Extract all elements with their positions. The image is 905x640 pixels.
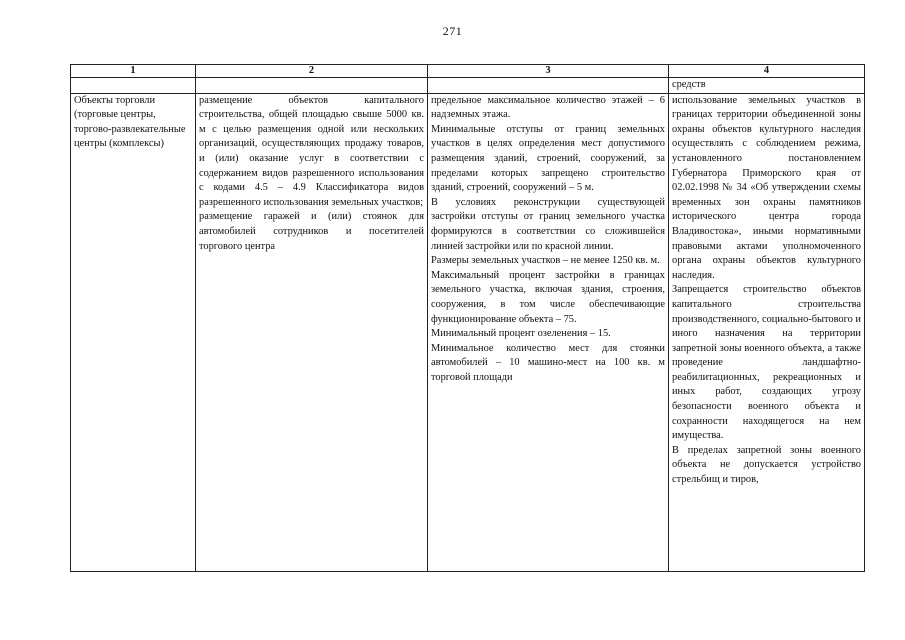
table-cell <box>71 78 196 94</box>
paragraph: размещение гаражей и (или) стоянок для автомобилей сотрудников и посетителей торгового центра <box>199 211 424 252</box>
table-cell <box>428 78 669 94</box>
object-type-cell: Объекты торговли (торговые центры, торгово-развлекательные центры (комплексы) <box>71 93 196 571</box>
regulations-table <box>70 64 865 572</box>
column-header-4: 4 <box>669 65 865 78</box>
paragraph: Запрещается строительство объектов капитального строительства производственного, социально-бытового и иного назначения на территории запретной зоны военного объекта, а также проведение ландшафтно-реабилитационных, рекреационных и иных работ, создающих угрозу безопасности военного объекта и сохранности находящегося на нем имущества. <box>672 284 861 442</box>
column-header-1: 1 <box>71 65 196 78</box>
paragraph: В условиях реконструкции существующей застройки отступы от границ земельного участка формируются в соответствии со сложившейся линией застройки или по красной линии. <box>431 196 665 252</box>
paragraph: В пределах запретной зоны военного объекта не допускается устройство стрельбищ и тиров, <box>672 444 861 486</box>
paragraph: использование земельных участков в границах территории объединенной зоны охраны объектов культурного наследия осуществлять с соблюдением режима, установленного постановлением Губернатора Приморского края от 02.02.1998 № 34 «Об утверждении схемы временных зон охраны памятников исторического центра города Владивостока», иными нормативными правовыми актами уполномоченного органа охраны объектов культурного наследия. <box>672 94 861 281</box>
page-number: 271 <box>442 24 463 38</box>
column-number-row <box>71 65 865 78</box>
paragraph: Минимальные отступы от границ земельных участков в целях определения мест допустимого размещения зданий, строений, сооружений, за пределами которых запрещено строительство зданий, строений, сооружений – 5 м. <box>431 123 665 194</box>
column-header-2: 2 <box>196 65 428 78</box>
column-header-3: 3 <box>428 65 669 78</box>
paragraph: размещение объектов капитального строительства, общей площадью свыше 5000 кв. м с целью размещения одной или нескольких организаций, осуществляющих продажу товаров, и (или) оказание услуг в соответствии с содержанием видов разрешенного использования с кодами 4.5 – 4.9 Классификатора видов разрешенного использования земельных участков; <box>199 94 424 208</box>
table-row <box>71 93 865 571</box>
paragraph: Максимальный процент застройки в границах земельного участка, включая здания, строения, сооружения, в том числе обеспечивающие функционирование объекта – 75. <box>431 269 665 325</box>
table-row <box>71 78 865 94</box>
permitted-use-cell <box>196 93 428 571</box>
restrictions-cell <box>669 93 865 571</box>
parameters-cell <box>428 93 669 571</box>
paragraph: предельное максимальное количество этажей – 6 надземных этажа. <box>431 94 665 121</box>
table-cell <box>196 78 428 94</box>
paragraph: Минимальное количество мест для стоянки автомобилей – 10 машино-мест на 100 кв. м торговой площади <box>431 342 665 383</box>
table-cell-continued-text: средств <box>669 78 865 94</box>
paragraph: Минимальный процент озеленения – 15. <box>431 328 611 340</box>
paragraph: Размеры земельных участков – не менее 1250 кв. м. <box>431 255 660 267</box>
